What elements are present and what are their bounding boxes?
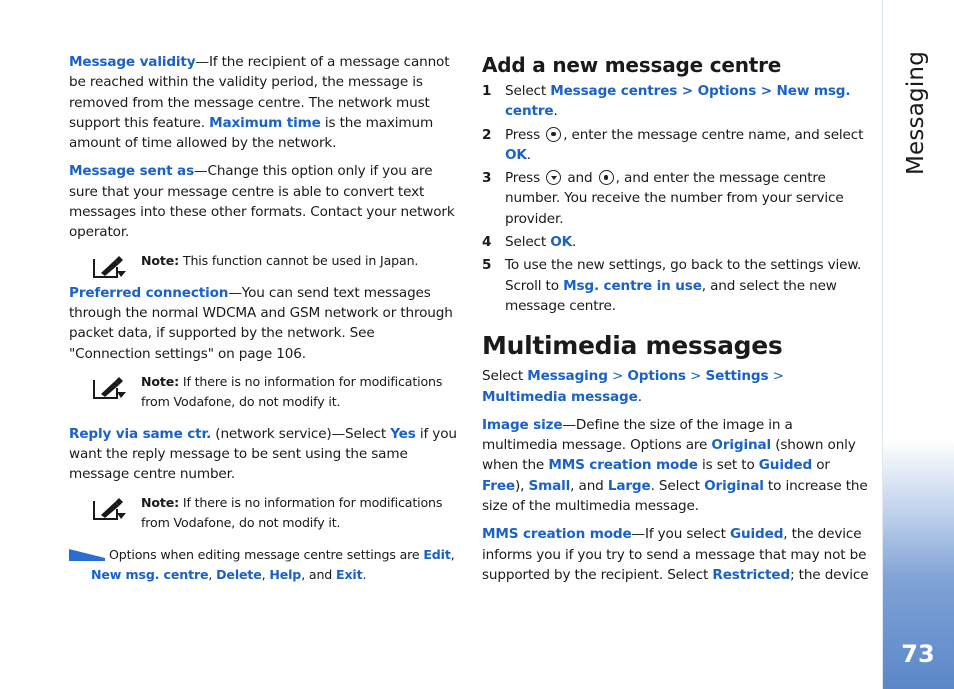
message-sent-as-paragraph: Message sent as—Change this option only if you are sure that your message centre is able to convert text messages into these other formats. Contact your network operator. xyxy=(69,163,455,241)
keyword: Small xyxy=(528,477,571,494)
keyword: Reply via same ctr. xyxy=(69,425,212,442)
keyword: MMS creation mode xyxy=(548,457,698,474)
keyword: Image size xyxy=(482,416,563,433)
mms-creation-mode-paragraph: MMS creation mode—If you select Guided, the device informs you if you try to send a message that may not be supported by the recipient. Select Restricted; the device xyxy=(482,526,869,583)
keyword: New msg. centre xyxy=(91,567,209,583)
keyword: Messaging xyxy=(527,368,608,385)
preferred-connection-paragraph: Preferred connection—You can send text messages through the normal WDCMA and GSM network or through packet data, if supported by the network. See "Connection settings" on page 106. xyxy=(69,284,453,362)
keyword: Message centres > Options > New msg. centre xyxy=(505,83,851,120)
note-pad-icon xyxy=(93,255,127,279)
keyword: Free xyxy=(482,477,515,494)
reply-via-same-ctr-paragraph: Reply via same ctr. (network service)—Select Yes if you want the reply message to be sent using the same message centre number. xyxy=(69,425,457,483)
note-vodafone-2: Note: If there is no information for modifications from Vodafone, do not modify it. xyxy=(69,493,459,533)
keyword: Settings xyxy=(705,368,769,385)
keyword: Delete xyxy=(216,567,262,583)
left-column xyxy=(69,52,459,586)
keyword: Original xyxy=(704,477,764,494)
note-pad-icon xyxy=(93,497,127,521)
keyword: Message validity xyxy=(69,54,196,70)
right-column xyxy=(482,52,870,593)
step-4: 4 Select OK. xyxy=(482,234,577,251)
step-5: 5 To use the new settings, go back to the settings view. Scroll to Msg. centre in use, and select the new message centre. xyxy=(482,257,862,314)
keyword: OK xyxy=(550,234,573,251)
chapter-title: Messaging xyxy=(903,50,929,176)
keyword: Preferred connection xyxy=(69,284,229,301)
keyword: Maximum time xyxy=(209,114,321,131)
step-2: 2 Press , enter the message centre name, and select OK. xyxy=(482,126,864,163)
tip-wedge-icon xyxy=(69,549,105,561)
keyword: Original xyxy=(711,437,772,454)
keyword: Options xyxy=(627,368,686,385)
chapter-tab xyxy=(890,50,942,176)
step-3: 3 Press and , and enter the message centre number. You receive the number from your service provider. xyxy=(482,170,844,227)
note-pad-icon xyxy=(93,376,127,400)
keyword: Guided xyxy=(758,457,813,474)
keyword: Help xyxy=(269,567,302,583)
keyword: Yes xyxy=(390,425,416,442)
keyword: Msg. centre in use xyxy=(563,277,702,294)
message-validity-paragraph: Message validity—If the recipient of a message cannot be reached within the validity period, the message is removed from the message centre. The network must support this feature. Maximum time is the maximum amount of time allowed by the network. xyxy=(69,54,450,152)
keyword: Message sent as xyxy=(69,163,195,180)
keyword: Edit xyxy=(423,546,451,562)
image-size-paragraph: Image size—Define the size of the image in a multimedia message. Options are Original (shown only when the MMS creation mode is set to Guided or Free), Small, and Large. Select Original to increase the size of the multimedia message. xyxy=(482,416,868,515)
note-vodafone-1: Note: If there is no information for modifications from Vodafone, do not modify it. xyxy=(69,372,459,412)
chapter-heading: Multimedia messages xyxy=(482,331,783,361)
keyword: Large xyxy=(607,477,651,494)
scroll-down-key-icon xyxy=(546,170,561,185)
note-japan: Note: This function cannot be used in Japan. xyxy=(69,251,459,271)
keyword: Guided xyxy=(730,526,784,543)
keyword: Restricted xyxy=(712,566,791,583)
keyword: Exit xyxy=(336,567,363,583)
select-path-paragraph: Select Messaging > Options > Settings > Multimedia message. xyxy=(482,368,784,405)
keyword: Multimedia message xyxy=(482,388,638,405)
keyword: OK xyxy=(505,146,527,163)
step-1: 1 Select Message centres > Options > New msg. centre. xyxy=(482,83,851,120)
section-heading: Add a new message centre xyxy=(482,53,782,77)
select-key-icon xyxy=(599,170,614,185)
keyword: MMS creation mode xyxy=(482,526,632,543)
tip-paragraph: Options when editing message centre settings are Edit, New msg. centre, Delete, Help, and Exit. xyxy=(69,545,459,586)
page-number: 73 xyxy=(901,640,935,668)
select-key-icon xyxy=(546,127,561,142)
